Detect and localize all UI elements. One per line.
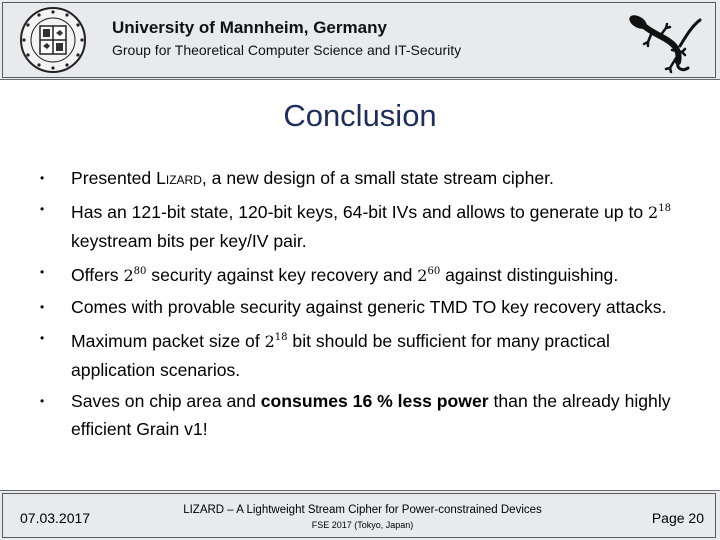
bullet-text: bit should be sufficient for many practical application scenarios. bbox=[71, 331, 610, 380]
bullet-text: than the already highly efficient Grain v1! bbox=[71, 391, 671, 439]
bullet-text: Offers bbox=[71, 265, 124, 285]
list-item bbox=[40, 258, 690, 290]
bullet-text: , a new design of a small state stream cipher. bbox=[201, 168, 554, 188]
bullet-icon: • bbox=[40, 394, 45, 408]
list-item bbox=[40, 164, 690, 192]
bullet-text: Comes with provable security against generic TMD TO key recovery attacks. bbox=[71, 297, 667, 317]
cipher-name: Lizard bbox=[156, 168, 202, 188]
header-frame bbox=[2, 2, 716, 78]
slide-header bbox=[0, 0, 720, 80]
slide-title: Conclusion bbox=[283, 98, 437, 133]
math-expression: $2^{18}$ bbox=[264, 332, 288, 351]
bullet-icon: • bbox=[40, 265, 45, 279]
bullet-text: Presented bbox=[71, 168, 157, 188]
footer-conference: FSE 2017 (Tokyo, Japan) bbox=[311, 520, 414, 530]
list-item bbox=[40, 324, 690, 384]
math-expression: $2^{60}$ bbox=[417, 266, 441, 285]
list-item bbox=[40, 387, 690, 443]
footer-date: 07.03.2017 bbox=[20, 510, 91, 526]
bullet-icon: • bbox=[40, 300, 45, 314]
list-item bbox=[40, 195, 690, 255]
math-expression: $2^{80}$ bbox=[123, 266, 147, 285]
bullet-text: keystream bits per key/IV pair. bbox=[71, 231, 307, 251]
bullet-text: Maximum packet size of bbox=[71, 331, 265, 351]
footer-title: LIZARD – A Lightweight Stream Cipher for Power-constrained Devices bbox=[183, 504, 542, 516]
university-seal-icon bbox=[16, 6, 90, 74]
university-name: University of Mannheim, Germany bbox=[112, 18, 387, 37]
bullet-icon: • bbox=[40, 171, 45, 185]
slide-footer bbox=[0, 490, 720, 540]
gecko-icon bbox=[622, 6, 706, 76]
math-expression: $2^{18}$ bbox=[648, 203, 671, 222]
bullet-text: Has an 121-bit state, 120-bit keys, 64-bit IVs and allows to generate up to bbox=[71, 202, 649, 222]
bullet-text: against distinguishing. bbox=[440, 265, 619, 285]
page-number: Page 20 bbox=[651, 510, 704, 526]
bullet-icon: • bbox=[40, 202, 45, 216]
list-item bbox=[40, 293, 690, 321]
group-name: Group for Theoretical Computer Science and IT-Security bbox=[112, 42, 462, 58]
emphasis-text: consumes 16 % less power bbox=[260, 391, 489, 411]
bullet-icon: • bbox=[40, 331, 45, 345]
bullet-text: Saves on chip area and bbox=[71, 391, 261, 411]
bullet-text: security against key recovery and bbox=[146, 265, 418, 285]
bullet-list bbox=[40, 164, 690, 446]
